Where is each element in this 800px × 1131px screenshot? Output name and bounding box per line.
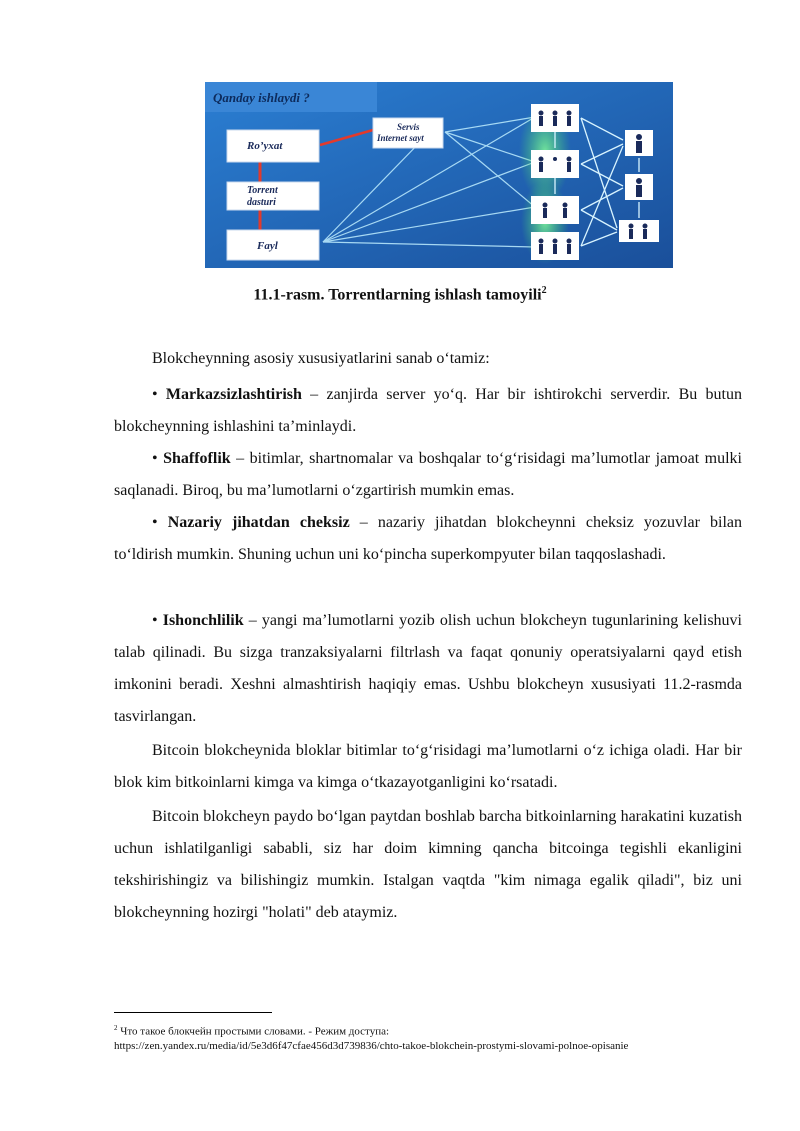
servis-label-2: Internet sayt xyxy=(377,133,424,143)
bullet-mark: • xyxy=(152,386,166,403)
bullet-mark: • xyxy=(152,612,163,629)
peer-box xyxy=(619,220,659,242)
peer-group-box xyxy=(531,196,579,224)
bullet-term: Ishonchlilik xyxy=(162,612,244,629)
bullet-term: Markazsizlashtirish xyxy=(165,386,302,403)
servis-label-1: Servis xyxy=(397,122,420,132)
bullet-term: Shaffoflik xyxy=(163,450,231,467)
paragraph-text: Bitcoin blokcheynida bloklar bitimlar to‘g‘risidagi ma’lumotlarni o‘z ichiga oladi. Har bir blok kim bitkoinlarni kimga va kimga o‘tkazayotganligini ko‘rsatadi. xyxy=(114,742,742,791)
bullet-text: – zanjirda server yo‘q. Har bir ishtirokchi serverdir. Bu butun blokcheynning ishlashini ta’minlaydi. xyxy=(114,386,742,435)
intro-text: Blokcheynning asosiy xususiyatlarini sanab o‘tamiz: xyxy=(152,350,490,367)
torrent-diagram xyxy=(205,82,673,268)
fayl-label: Fayl xyxy=(257,240,278,252)
figure-header: Qanday ishlaydi ? xyxy=(213,90,310,105)
intro-paragraph xyxy=(114,343,742,375)
bullet-infinite xyxy=(114,507,742,571)
torrent-label-1: Torrent xyxy=(247,185,278,196)
footnote-url-line xyxy=(114,1038,628,1055)
bitcoin-paragraph-1 xyxy=(114,735,742,799)
bullet-decentralization xyxy=(114,379,742,443)
bullet-reliability xyxy=(114,605,742,733)
bullet-mark: • xyxy=(152,514,168,531)
torrent-diagram-figure xyxy=(205,82,673,268)
bullet-term: Nazariy jihatdan cheksiz xyxy=(167,514,350,531)
bitcoin-paragraph-2 xyxy=(114,801,742,929)
footnote-text: Что такое блокчейн простыми словами. - Режим доступа: xyxy=(117,1025,390,1038)
footnote-mark: 2 xyxy=(114,1024,118,1032)
bullet-text: – nazariy jihatdan blokcheynni cheksiz yozuvlar bilan to‘ldirish mumkin. Shuning uchun uni ko‘pincha superkompyuter bilan taqqoslashadi. xyxy=(114,514,742,563)
bullet-transparency xyxy=(114,443,742,507)
caption-footnote-ref: 2 xyxy=(541,285,547,296)
caption-text: 11.1-rasm. Torrentlarning ishlash tamoyili xyxy=(253,286,542,304)
royxat-label: Ro’yxat xyxy=(247,140,283,152)
bullet-mark: • xyxy=(152,450,164,467)
figure-caption xyxy=(0,285,800,304)
footnote-url[interactable]: https://zen.yandex.ru/media/id/5e3d6f47cfae456d3d739836/chto-takoe-blokchein-prostymi-slovami-polnoe-opisanie xyxy=(114,1040,629,1052)
footnote-separator xyxy=(114,1012,272,1013)
bullet-text: – yangi ma’lumotlarni yozib olish uchun blokcheyn tugunlarining kelishuvi talab qilinadi. Bu sizga tranzaksiyalarni filtrlash va faqat qonuniy operatsiyalarni qayd etish imkonini beradi. Xeshni almashtirish haqiqiy emas. Ushbu blokcheyn xususiyati 11.2-rasmda tasvirlangan. xyxy=(114,612,742,725)
paragraph-text: Bitcoin blokcheyn paydo bo‘lgan paytdan boshlab barcha bitkoinlarning harakatini kuzatish uchun ishlatilganligi sababli, siz har doim kimning qancha bitcoinga tegishli ekanligini tekshirishingiz va bilishingiz mumkin. Istalgan vaqtda "kim nimaga egalik qiladi", biz uni blokcheynning hozirgi "holati" deb ataymiz. xyxy=(114,808,742,921)
torrent-label-2: dasturi xyxy=(247,197,276,208)
peer-group-box xyxy=(531,150,579,178)
bullet-text: – bitimlar, shartnomalar va boshqalar to‘g‘risidagi ma’lumotlar jamoat mulki saqlanadi. Biroq, bu ma’lumotlarni o‘zgartirish mumkin emas. xyxy=(114,450,742,499)
